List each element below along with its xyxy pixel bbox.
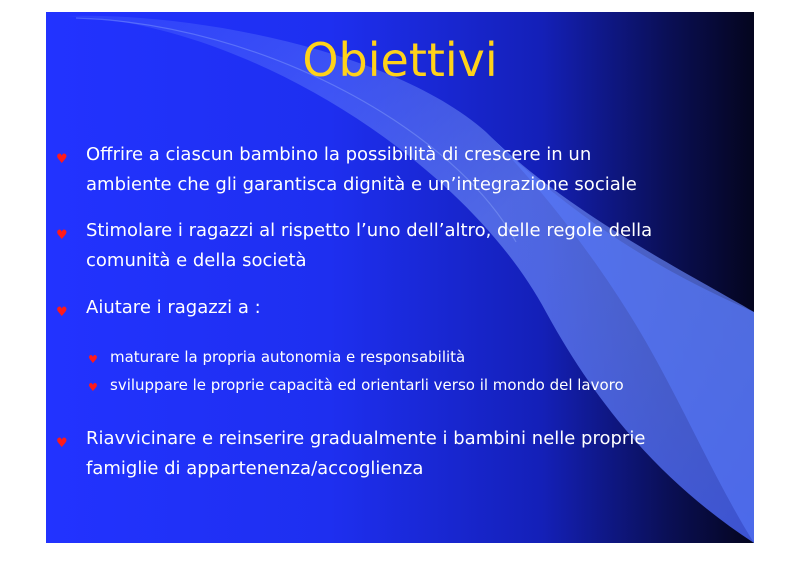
bullet-2-line-2: comunità e della società bbox=[86, 250, 307, 271]
heart-icon: ♥ bbox=[56, 228, 68, 243]
bullet-3-subitem-1: maturare la propria autonomia e responsabilità bbox=[110, 348, 466, 366]
bullet-3 bbox=[86, 293, 261, 323]
bullet-1-line-1: Offrire a ciascun bambino la possibilità di crescere in un bbox=[86, 144, 592, 165]
bullet-3-line-1: Aiutare i ragazzi a : bbox=[86, 297, 261, 318]
heart-icon: ♥ bbox=[56, 305, 68, 320]
heart-icon: ♥ bbox=[88, 381, 98, 394]
bullet-3-subitem-2: sviluppare le proprie capacità ed orientarli verso il mondo del lavoro bbox=[110, 376, 624, 394]
heart-icon: ♥ bbox=[56, 152, 68, 167]
heart-icon: ♥ bbox=[88, 353, 98, 366]
bullet-2-line-1: Stimolare i ragazzi al rispetto l’uno dell’altro, delle regole della bbox=[86, 220, 653, 241]
bullet-4-line-2: famiglie di appartenenza/accoglienza bbox=[86, 458, 424, 479]
bullet-1 bbox=[86, 140, 637, 200]
bullet-1-line-2: ambiente che gli garantisca dignità e un’integrazione sociale bbox=[86, 174, 637, 195]
slide bbox=[46, 12, 754, 543]
bullet-4-line-1: Riavvicinare e reinserire gradualmente i bambini nelle proprie bbox=[86, 428, 646, 449]
bullet-2 bbox=[86, 216, 652, 276]
slide-title: Obiettivi bbox=[302, 33, 498, 87]
bullet-4 bbox=[86, 424, 645, 484]
heart-icon: ♥ bbox=[56, 436, 68, 451]
